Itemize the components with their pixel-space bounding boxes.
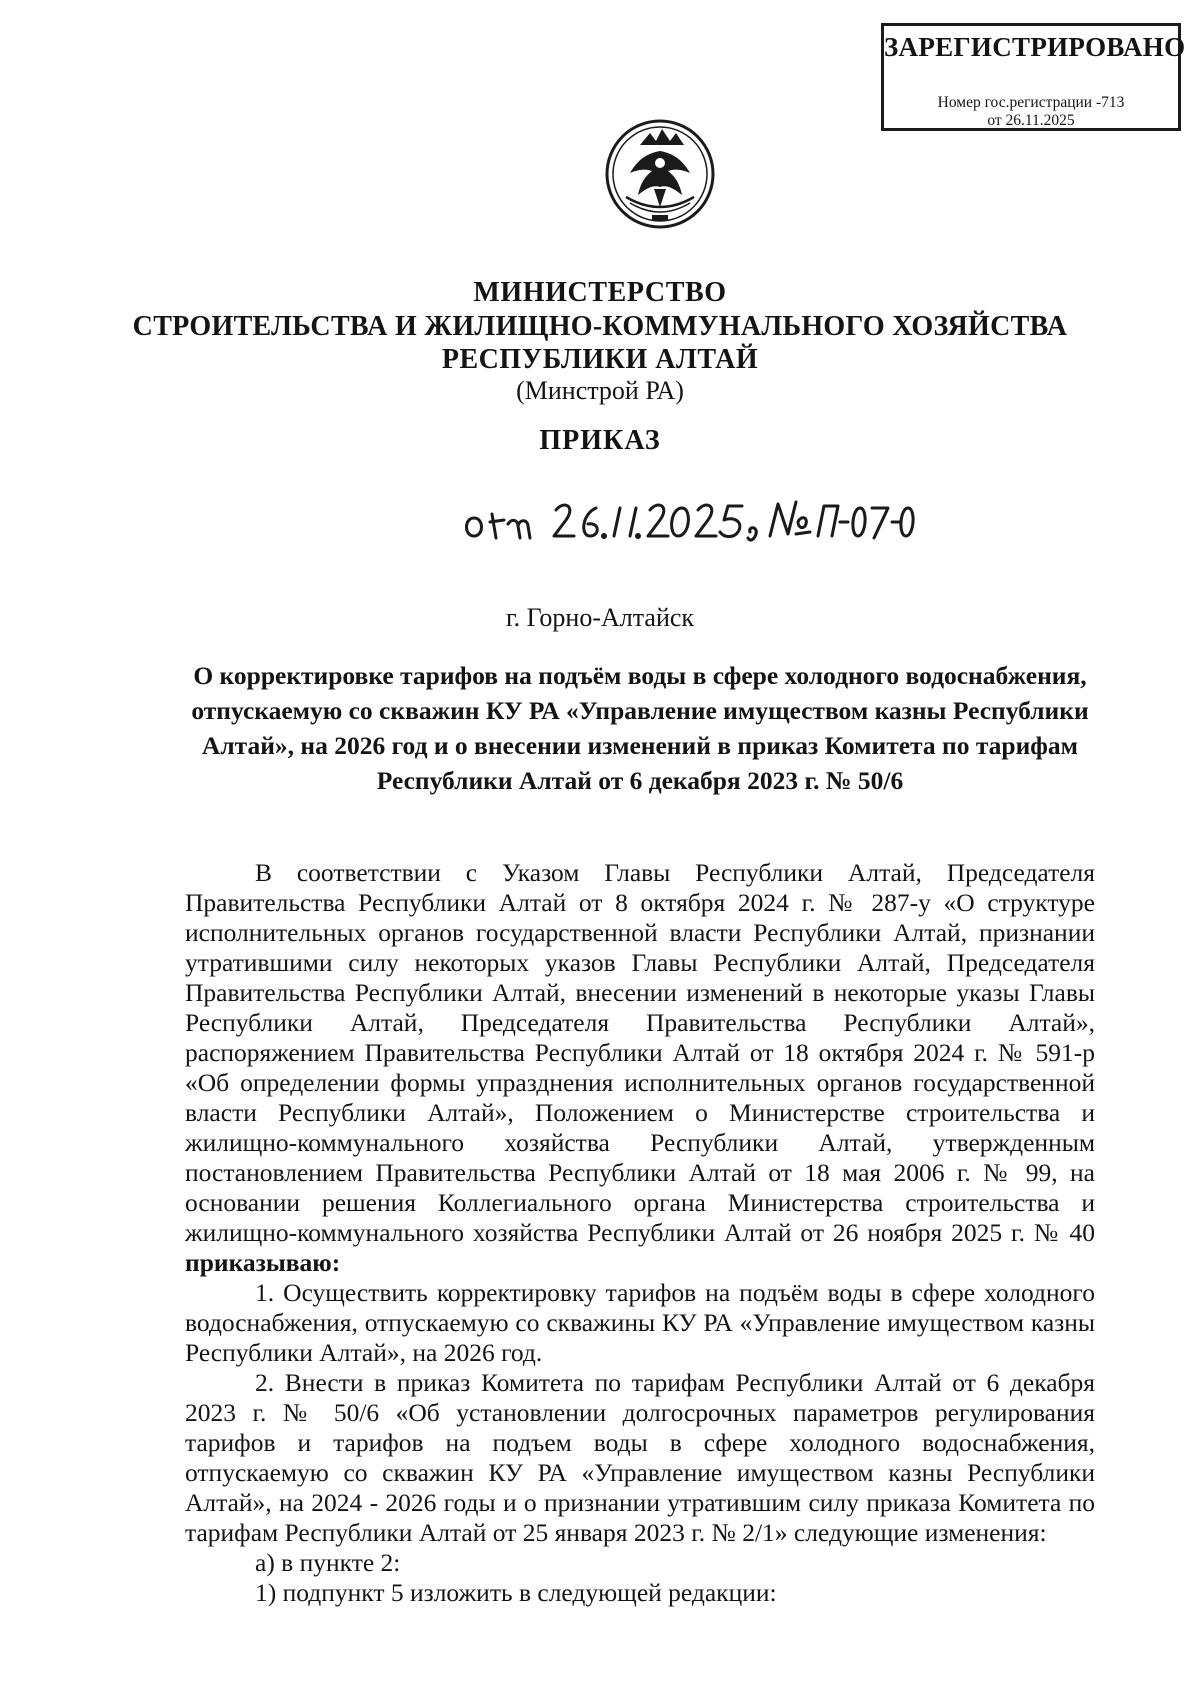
subject-line: О корректировке тарифов на подъём воды в сфере холодного водоснабжения, — [193, 661, 1087, 690]
order-body — [185, 858, 1095, 1608]
stamp-reg-date: от 26.11.2025 — [987, 112, 1075, 129]
registration-stamp — [881, 23, 1186, 131]
subject-line: отпускаемую со скважин КУ РА «Управление имуществом казны Республики — [191, 696, 1089, 725]
subitem-a: а) в пункте 2: — [255, 1548, 401, 1577]
preamble-paragraph — [185, 858, 1095, 1278]
stamp-reg-number: Номер гос.регистрации -713 — [937, 94, 1125, 111]
item-1-paragraph: 1. Осуществить корректировку тарифов на подъём воды в сфере холодного водоснабжения, отпускаемую со скважины КУ РА «Управление имуществом казны Республики Алтай», на 2026 год. — [185, 1278, 1095, 1367]
ministry-name-line1: МИНИСТЕРСТВО — [473, 277, 727, 308]
stamp-title: ЗАРЕГИСТРИРОВАНО — [884, 32, 1186, 62]
city-name: г. Горно-Алтайск — [505, 603, 695, 632]
handwritten-date-number — [462, 478, 922, 558]
subject-line: Алтай», на 2026 год и о внесении изменений в приказ Комитета по тарифам — [201, 731, 1079, 760]
subitem-1: 1) подпункт 5 изложить в следующей редакции: — [255, 1578, 777, 1607]
document-type: ПРИКАЗ — [539, 425, 661, 456]
ministry-short-name: (Минстрой РА) — [516, 376, 684, 405]
ministry-name-line2: СТРОИТЕЛЬСТВА И ЖИЛИЩНО-КОММУНАЛЬНОГО ХОЗЯЙСТВА — [132, 311, 1068, 342]
subject-line: Республики Алтай от 6 декабря 2023 г. № 50/6 — [376, 766, 904, 795]
item-2-paragraph: 2. Внести в приказ Комитета по тарифам Республики Алтай от 6 декабря 2023 г. № 50/6 «Об установлении долгосрочных параметров регулирования тарифов и тарифов на подъем воды в сфере холодного водоснабжения, отпускаемую со скважин КУ РА «Управление имуществом казны Республики Алтай», на 2024 - 2026 годы и о признании утратившим силу приказа Комитета по тарифам Республики Алтай от 25 января 2023 г. № 2/1» следующие изменения: — [185, 1368, 1095, 1547]
preamble-text: В соответствии с Указом Главы Республики Алтай, Председателя Правительства Республики Алтай от 8 октября 2024 г. № 287-у «О структуре исполнительных органов государственной власти Республики Алтай, признании утратившими силу некоторых указов Главы Республики Алтай, Председателя Правительства Республики Алтай, внесении изменений в некоторые указы Главы Республики Алтай, Председателя Правительства Республики Алтай», распоряжением Правительства Республики Алтай от 18 октября 2024 г. № 591-р «Об определении формы упразднения исполнительных органов государственной власти Республики Алтай», Положением о Министерстве строительства и жилищно-коммунального хозяйства Республики Алтай, утвержденным постановлением Правительства Республики Алтай от 18 мая 2006 г. № 99, на основании решения Коллегиального органа Министерства строительства и жилищно-коммунального хозяйства Республики Алтай от 26 ноября 2025 г. № 40 — [185, 858, 1095, 1247]
republic-altai-emblem-icon — [604, 115, 716, 233]
order-verb: приказываю: — [185, 1248, 341, 1277]
order-subject — [180, 658, 1100, 798]
ministry-name-line3: РЕСПУБЛИКИ АЛТАЙ — [441, 344, 759, 375]
